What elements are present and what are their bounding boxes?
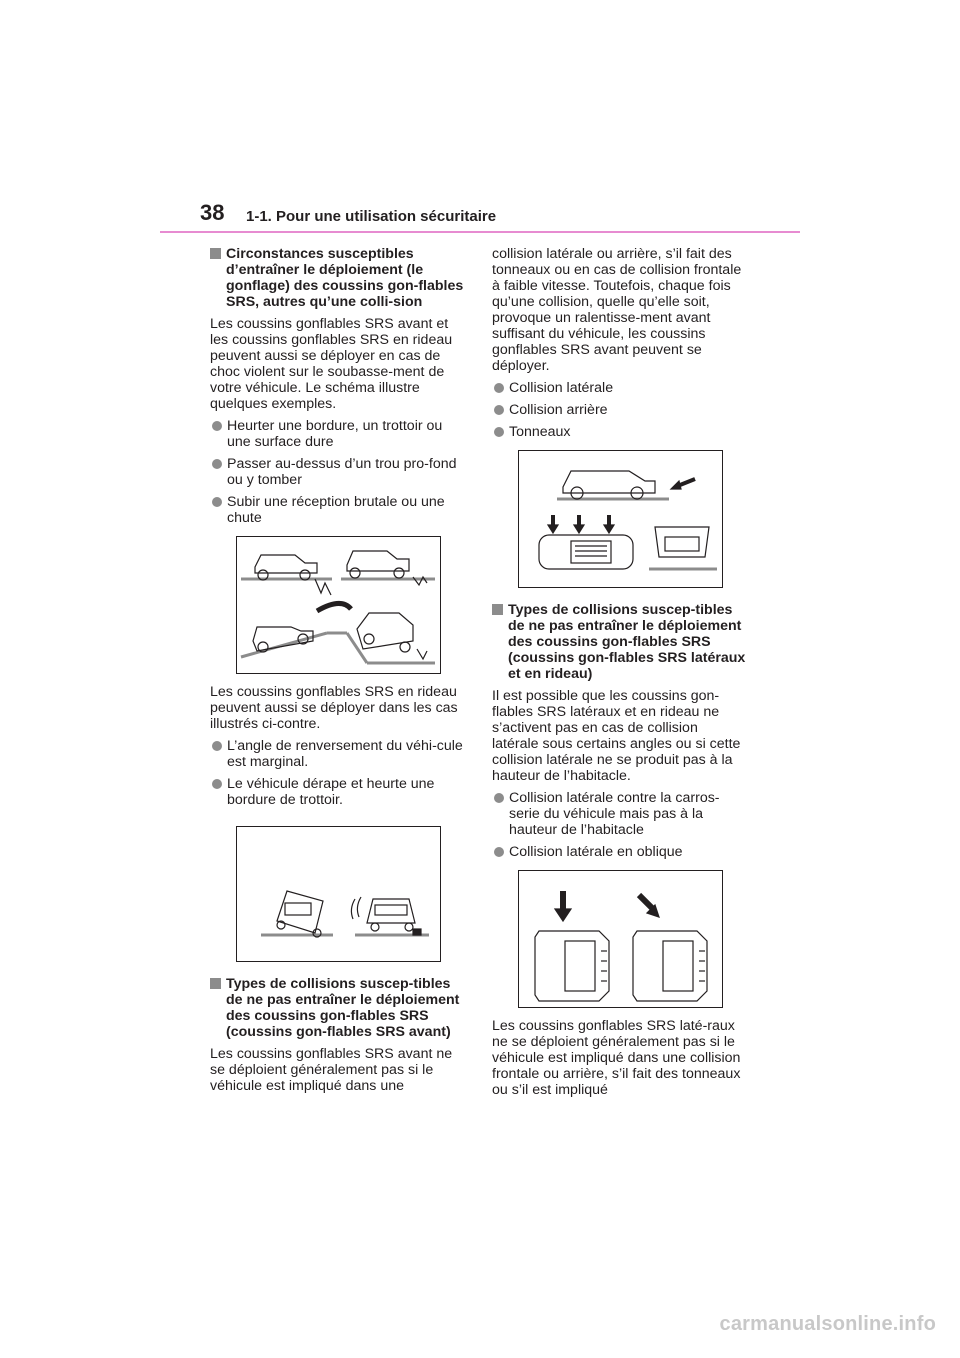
- heading-text: Types de collisions suscep-tibles de ne pas entraîner le déploiement des coussins gon-flables SRS (coussins gon-flables SRS latéraux et en rideau): [508, 602, 746, 682]
- list-item-text: Tonneaux: [509, 424, 571, 440]
- square-bullet-icon: [492, 604, 503, 615]
- round-bullet-icon: [212, 741, 222, 751]
- round-bullet-icon: [212, 459, 222, 469]
- left-column: [210, 246, 465, 1100]
- heading-non-collision: [210, 246, 465, 310]
- section-title: 1-1. Pour une utilisation sécuritaire: [246, 208, 497, 225]
- list-item-text: Collision arrière: [509, 402, 608, 418]
- round-bullet-icon: [212, 779, 222, 789]
- heading-front-airbags: [210, 976, 465, 1040]
- figure-rollover-curb: [236, 826, 441, 962]
- list-item: [210, 738, 465, 770]
- list-item: [492, 790, 747, 838]
- figure-side-rear-rollover: [518, 450, 723, 588]
- round-bullet-icon: [494, 793, 504, 803]
- round-bullet-icon: [494, 383, 504, 393]
- list-item-text: Collision latérale en oblique: [509, 844, 683, 860]
- list-item-text: Heurter une bordure, un trottoir ou une surface dure: [227, 418, 443, 450]
- header-rule: [160, 231, 800, 233]
- paragraph: Les coussins gonflables SRS avant et les coussins gonflables SRS en rideau peuvent aussi se déployer en cas de choc violent sur le soubasse-ment de votre véhicule. Le schéma illustre quelques exemples.: [210, 316, 453, 412]
- paragraph: Les coussins gonflables SRS en rideau peuvent aussi se déployer dans les cas illustrés ci-contre.: [210, 684, 458, 732]
- list-item: [492, 424, 747, 440]
- round-bullet-icon: [494, 427, 504, 437]
- list-item: [210, 494, 465, 526]
- heading-side-curtain-airbags: [492, 602, 747, 682]
- square-bullet-icon: [210, 978, 221, 989]
- paragraph: Il est possible que les coussins gon-flables SRS latéraux et en rideau ne s’activent pas en cas de collision latérale sous certains angles ou si cette collision latérale ne se produit pas à la hauteur de l’habitacle.: [492, 688, 741, 784]
- list-item: [210, 418, 465, 450]
- square-bullet-icon: [210, 248, 221, 259]
- paragraph: Les coussins gonflables SRS laté-raux ne se déploient généralement pas si le véhicule est impliqué dans une collision frontale ou arrière, s’il fait des tonneaux ou s’il est impliqué: [492, 1018, 741, 1098]
- heading-text: Circonstances susceptibles d’entraîner le déploiement (le gonflage) des coussins gon-flables SRS, autres qu’une colli-sion: [226, 246, 464, 310]
- watermark: carmanualsonline.info: [719, 1313, 936, 1335]
- paragraph: Les coussins gonflables SRS avant ne se déploient généralement pas si le véhicule est impliqué dans une: [210, 1046, 453, 1094]
- round-bullet-icon: [494, 405, 504, 415]
- list-item-text: L’angle de renversement du véhi-cule est marginal.: [227, 738, 463, 770]
- paragraph: collision latérale ou arrière, s’il fait des tonneaux ou en cas de collision frontale à faible vitesse. Toutefois, chaque fois qu’une collision, quelle qu’elle soit, provoque un ralentisse-ment avant suffisant du véhicule, les coussins gonflables SRS avant peuvent se déployer.: [492, 246, 742, 374]
- heading-text: Types de collisions suscep-tibles de ne pas entraîner le déploiement des coussins gon-flables SRS (coussins gon-flables SRS avant): [226, 976, 460, 1040]
- list-item-text: Collision latérale contre la carros-serie du véhicule mais pas à la hauteur de l’habitacle: [509, 790, 720, 838]
- figure-side-oblique-collision: [518, 870, 723, 1008]
- list-item-text: Collision latérale: [509, 380, 614, 396]
- list-item: [210, 776, 465, 808]
- list-item: [492, 844, 747, 860]
- right-column: [492, 246, 747, 1104]
- list-item: [492, 380, 747, 396]
- page-number: 38: [200, 200, 225, 225]
- list-item-text: Passer au-dessus d’un trou pro-fond ou y tomber: [227, 456, 457, 488]
- list-item-text: Subir une réception brutale ou une chute: [227, 494, 445, 526]
- round-bullet-icon: [212, 497, 222, 507]
- list-item: [210, 456, 465, 488]
- round-bullet-icon: [494, 847, 504, 857]
- figure-undercarriage-impacts: [236, 536, 441, 674]
- list-item-text: Le véhicule dérape et heurte une bordure de trottoir.: [227, 776, 435, 808]
- list-item: [492, 402, 747, 418]
- round-bullet-icon: [212, 421, 222, 431]
